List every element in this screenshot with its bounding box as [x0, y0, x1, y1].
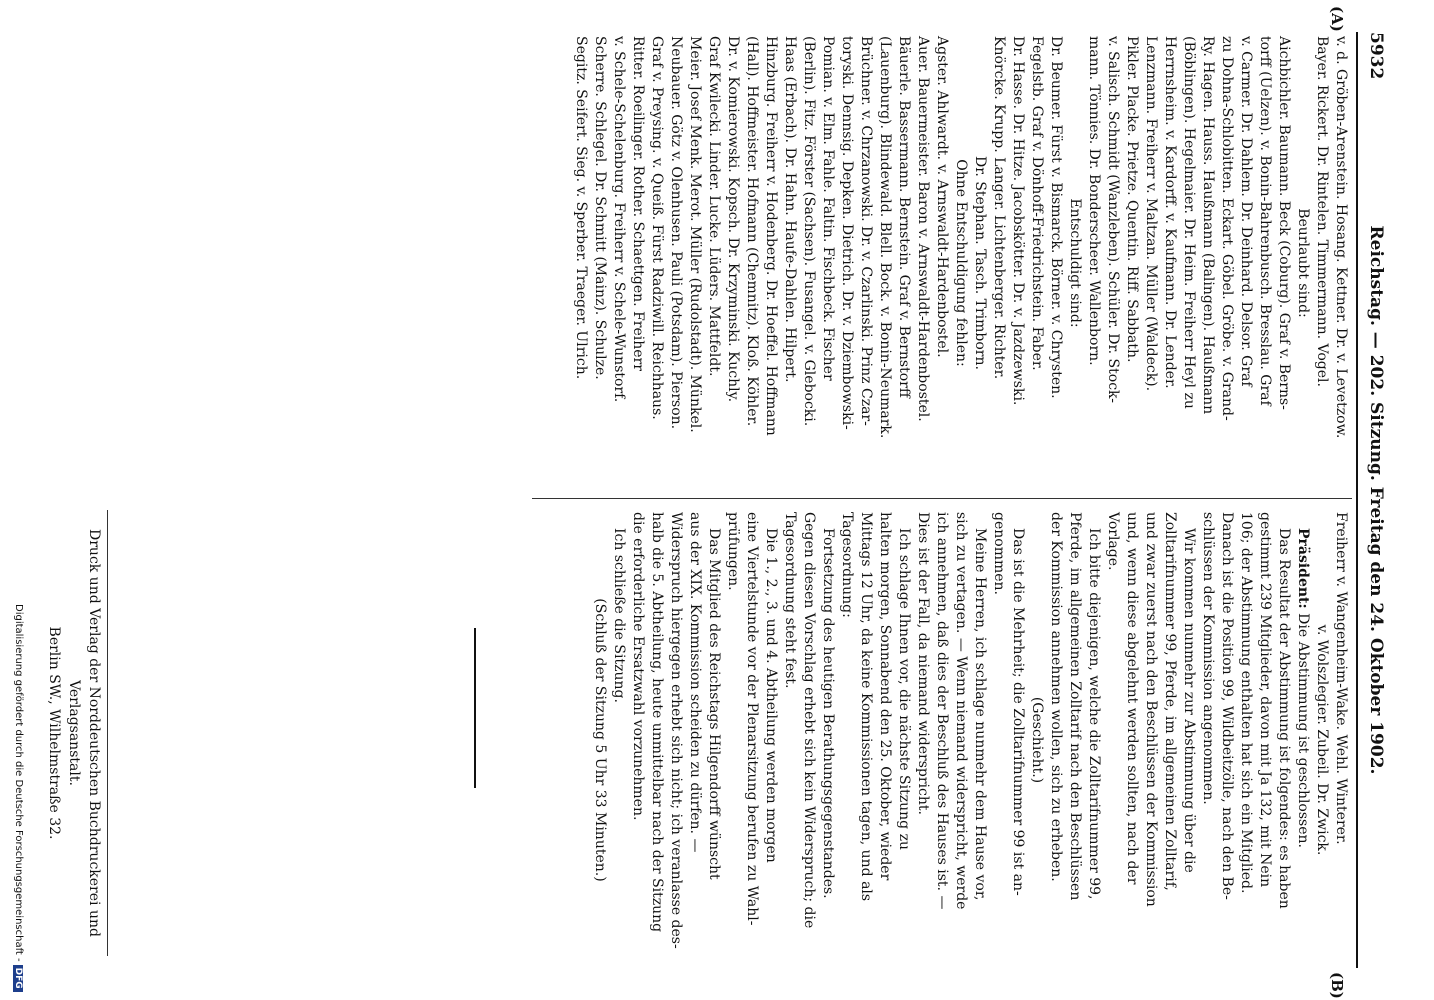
text-line: Dr. Beumer. Fürst v. Bismarck. Börner. v. Chrysten.	[1048, 36, 1064, 399]
text-line: Knörcke. Krupp. Langer. Lichtenberger. Richter.	[991, 36, 1007, 380]
text-line: Tagesordnung:	[839, 512, 855, 618]
text-line: Meine Herren, ich schlage nunmehr dem Hause vor,	[972, 528, 988, 901]
imprint-rule	[107, 510, 108, 956]
text-line: Danach ist die Position 99, Wildbeitzölle, nach den Be-	[1219, 512, 1235, 900]
text-line: Fortsetzung des heutigen Berathungsgegenstandes.	[820, 528, 836, 899]
right-column	[590, 512, 1350, 968]
text-line: (Hall). Hoffmeister. Hofmann (Chemnitz). Kloß. Köhler.	[744, 36, 760, 427]
text-line: Ohne Entschuldigung fehlen:	[953, 159, 969, 367]
text-line: Das ist die Mehrheit; die Zolltarifnummer 99 ist an-	[1010, 528, 1026, 896]
text-line: Graf v. Preysing. v. Queiß. Fürst Radziwill. Reichhaus.	[649, 36, 665, 420]
text-line: (Böblingen). Hegelmaier. Dr. Heim. Freiherr Heyl zu	[1181, 36, 1197, 409]
text-line: Tagesordnung steht fest.	[782, 512, 798, 689]
text-line: Meier. Josef Menk. Merot. Müller (Rudolstadt). Münkel.	[687, 36, 703, 433]
text-line: Herrnsheim. v. Kardorff. v. Kaufmann. Dr. Lender.	[1162, 36, 1178, 389]
text-line: torff (Uelzen). v. Bonin-Bahrenbusch. Bresslau. Graf	[1257, 36, 1273, 406]
text-line: Segitz. Seifert. Sieg. v. Sperber. Traeger. Ulrich.	[573, 36, 589, 380]
text-line: Das Resultat der Abstimmung ist folgendes: es haben	[1276, 528, 1292, 909]
text-line: Auer. Bauermeister. Baron v. Arnswaldt-Hardenbostel.	[915, 36, 931, 422]
running-title: Reichstag. — 202. Sitzung. Freitag den 24. Oktober 1902.	[1366, 225, 1386, 775]
text-line: Lenzmann. Freiherr v. Maltzan. Müller (Waldeck).	[1143, 36, 1159, 392]
column-rule	[532, 498, 1352, 499]
text-line: Fegelstb. Graf v. Dönhoff-Friedrichstein. Faber.	[1029, 36, 1045, 371]
text-line: Neubauer. Götz v. Olenhusen. Pauli (Potsdam). Pierson.	[668, 36, 684, 430]
separator-line	[474, 628, 476, 788]
text-line: v. Carmer. Dr. Dahlem. Dr. Deinhard. Delsor. Graf	[1238, 36, 1254, 387]
imprint-line-2: Berlin SW., Wilhelmstraße 32.	[46, 626, 62, 840]
text-line: Bayer. Rickert. Dr. Rintelen. Timmermann. Vogel.	[1314, 36, 1330, 387]
text-line: (Geschieht.)	[1029, 696, 1045, 784]
text-line: Gegen diesen Vorschlag erhebt sich kein Widerspruch; die	[801, 512, 817, 929]
digitization-note	[13, 604, 24, 992]
text-line: Wir kommen nunmehr zur Abstimmung über die	[1181, 528, 1197, 873]
text-line: halten morgen, Sonnabend den 25. Oktober, wieder	[877, 512, 893, 881]
imprint-line-1: Druck und Verlag der Norddeutschen Buchdruckerei und Verlagsanstalt.	[66, 529, 102, 937]
text-line: aus der XIX. Kommission scheiden zu dürfen. —	[687, 512, 703, 853]
text-line: Pikler. Placke. Prietze. Quentin. Riff. Sabbath.	[1124, 36, 1140, 363]
text-line: (Lauenburg). Blindewald. Blell. Bock. v. Bonin-Neumark.	[877, 36, 893, 439]
text-line: Entschuldigt sind:	[1067, 198, 1083, 328]
text-line: Scherre. Schlegel. Dr. Schmitt (Mainz). Schulze.	[592, 36, 608, 380]
text-line: v. d. Gröben-Arenstein. Hosang. Kettner. Dr. v. Levetzow.	[1333, 36, 1349, 439]
text-line: mann. Tönnies. Dr. Bonderscheer. Wallenborn.	[1086, 36, 1102, 366]
left-column	[571, 36, 1350, 490]
text-line: Ritter. Roeilinger. Rother. Schaettgen. Freiherr	[630, 36, 646, 371]
text-line: v. Schele-Schelenburg. Freiherr v. Schele-Wunstorf.	[611, 36, 627, 403]
text-line: Dies ist der Fall, da niemand widerspricht.	[915, 512, 931, 815]
text-line: Ich schließe die Sitzung.	[611, 528, 627, 703]
text-line: (Schluß der Sitzung 5 Uhr 33 Minuten.)	[592, 598, 608, 882]
text-line: und zwar zuerst nach den Beschlüssen der Kommission	[1143, 512, 1159, 907]
text-line: ich annehmen, daß dies der Beschluß des Hauses ist. —	[934, 512, 950, 910]
text-line: 106; der Abstimmung enthalten hat sich ein Mitglied.	[1238, 512, 1254, 894]
text-line: Dr. Hasse. Dr. Hitze. Jacobskötter. Dr. v. Jazdzewski.	[1010, 36, 1026, 406]
margin-mark-b: (B)	[1328, 972, 1346, 999]
text-line: Freiherr v. Wangenheim-Wake. Wehl. Winterer.	[1333, 512, 1349, 845]
text-line: Bäuerle. Bassermann. Bernstein. Graf v. Bernstorff	[896, 36, 912, 398]
text-line: halb die 5. Abtheilung, heute unmittelbar nach der Sitzung	[649, 512, 665, 933]
text-line: die erforderliche Ersatzwahl vorzunehmen.	[630, 512, 646, 821]
text-line: Hinzburg. Freiherr v. Hodenberg. Dr. Hoeffel. Hoffmann	[763, 36, 779, 436]
text-line: der Kommission annehmen wollen, sich zu erheben.	[1048, 512, 1064, 882]
text-line: Dr. v. Komierowski. Kopsch. Dr. Krzyminski. Kuchly.	[725, 36, 741, 403]
text-line: gestimmt 239 Mitglieder, davon mit Ja 132, mit Nein	[1257, 512, 1273, 888]
header-rule	[1356, 32, 1358, 968]
text-line: Die 1., 2., 3. und 4. Abtheilung werden morgen	[763, 528, 779, 863]
margin-mark-a: (A)	[1328, 6, 1346, 32]
text-line: v. Wolszlegier. Zubeil. Dr. Zwick.	[1314, 624, 1330, 856]
text-line: eine Viertelstunde vor der Plenarsitzung berufen zu Wahl-	[744, 512, 760, 926]
page-header	[1362, 32, 1388, 968]
text-line: Haas (Erbach). Dr. Hahn. Haufe-Dahlen. Hilpert.	[782, 36, 798, 383]
text-line: Vorlage.	[1105, 512, 1121, 571]
text-line: Beurlaubt sind:	[1295, 208, 1311, 318]
text-line: Ich bitte diejenigen, welche die Zolltarifnummer 99,	[1086, 528, 1102, 900]
text-line: Agster. Ahlwardt. v. Arnswaldt-Hardenbostel.	[934, 36, 950, 358]
text-line: zu Dohna-Schlobitten. Eckart. Göbel. Gröbe. v. Grand-	[1219, 36, 1235, 421]
text-line: genommen.	[991, 512, 1007, 595]
dfg-logo: DFG	[13, 965, 23, 992]
text-line: und, wenn diese abgelehnt werden sollten, nach der	[1124, 512, 1140, 885]
text-line: Brüchner. v. Chrzanowski. Dr. v. Czarlinski. Prinz Czar-	[858, 36, 874, 426]
text-line: Ry. Hagen. Hauss. Haußmann (Balingen). Haußmann	[1200, 36, 1216, 415]
page-number: 5932	[1366, 32, 1386, 80]
text-line: Das Mitglied des Reichstags Hilgendorff wünscht	[706, 528, 722, 880]
text-line: Pferde, im allgemeinen Zolltarif nach den Beschlüssen	[1067, 512, 1083, 901]
text-line: schlüssen der Kommission angenommen.	[1200, 512, 1216, 805]
text-line: Aichbichler. Baumann. Beck (Coburg). Graf v. Berns-	[1276, 36, 1292, 410]
imprint	[44, 514, 104, 952]
text-line: Pomian. v. Elm. Fahle. Faltin. Fischbeck. Fischer	[820, 36, 836, 381]
text-line: Graf Kwilecki. Linder. Lucke. Lüders. Mattfeldt.	[706, 36, 722, 377]
text-line: Dr. Stephan. Tasch. Trimborn.	[972, 156, 988, 370]
text-line: prüfungen.	[725, 512, 741, 591]
text-line: Zolltarifnummer 99, Pferde, im allgemeinen Zolltarif,	[1162, 512, 1178, 891]
text-line: Präsident: Die Abstimmung ist geschlossen.	[1295, 528, 1311, 848]
digitization-text: Digitalisierung gefördert durch die Deutsche Forschungsgemeinschaft -	[13, 604, 24, 962]
text-line: sich zu vertagen. — Wenn niemand widerspricht, werde	[953, 512, 969, 910]
text-line: v. Salisch. Schmidt (Wanzleben). Schüler. Dr. Stock-	[1105, 36, 1121, 404]
text-line: Mittags 12 Uhr, da keine Kommissionen tagen, und als	[858, 512, 874, 902]
text-line: (Berlin). Fitz. Förster (Sachsen). Fusangel. v. Glebocki.	[801, 36, 817, 427]
text-line: Widerspruch hiergegen erhebt sich nicht; ich veranlasse des-	[668, 512, 684, 949]
text-line: toryski. Dennsig. Depken. Dietrich. Dr. v. Dziembowski-	[839, 36, 855, 430]
text-line: Ich schlage Ihnen vor, die nächste Sitzung zu	[896, 528, 912, 850]
